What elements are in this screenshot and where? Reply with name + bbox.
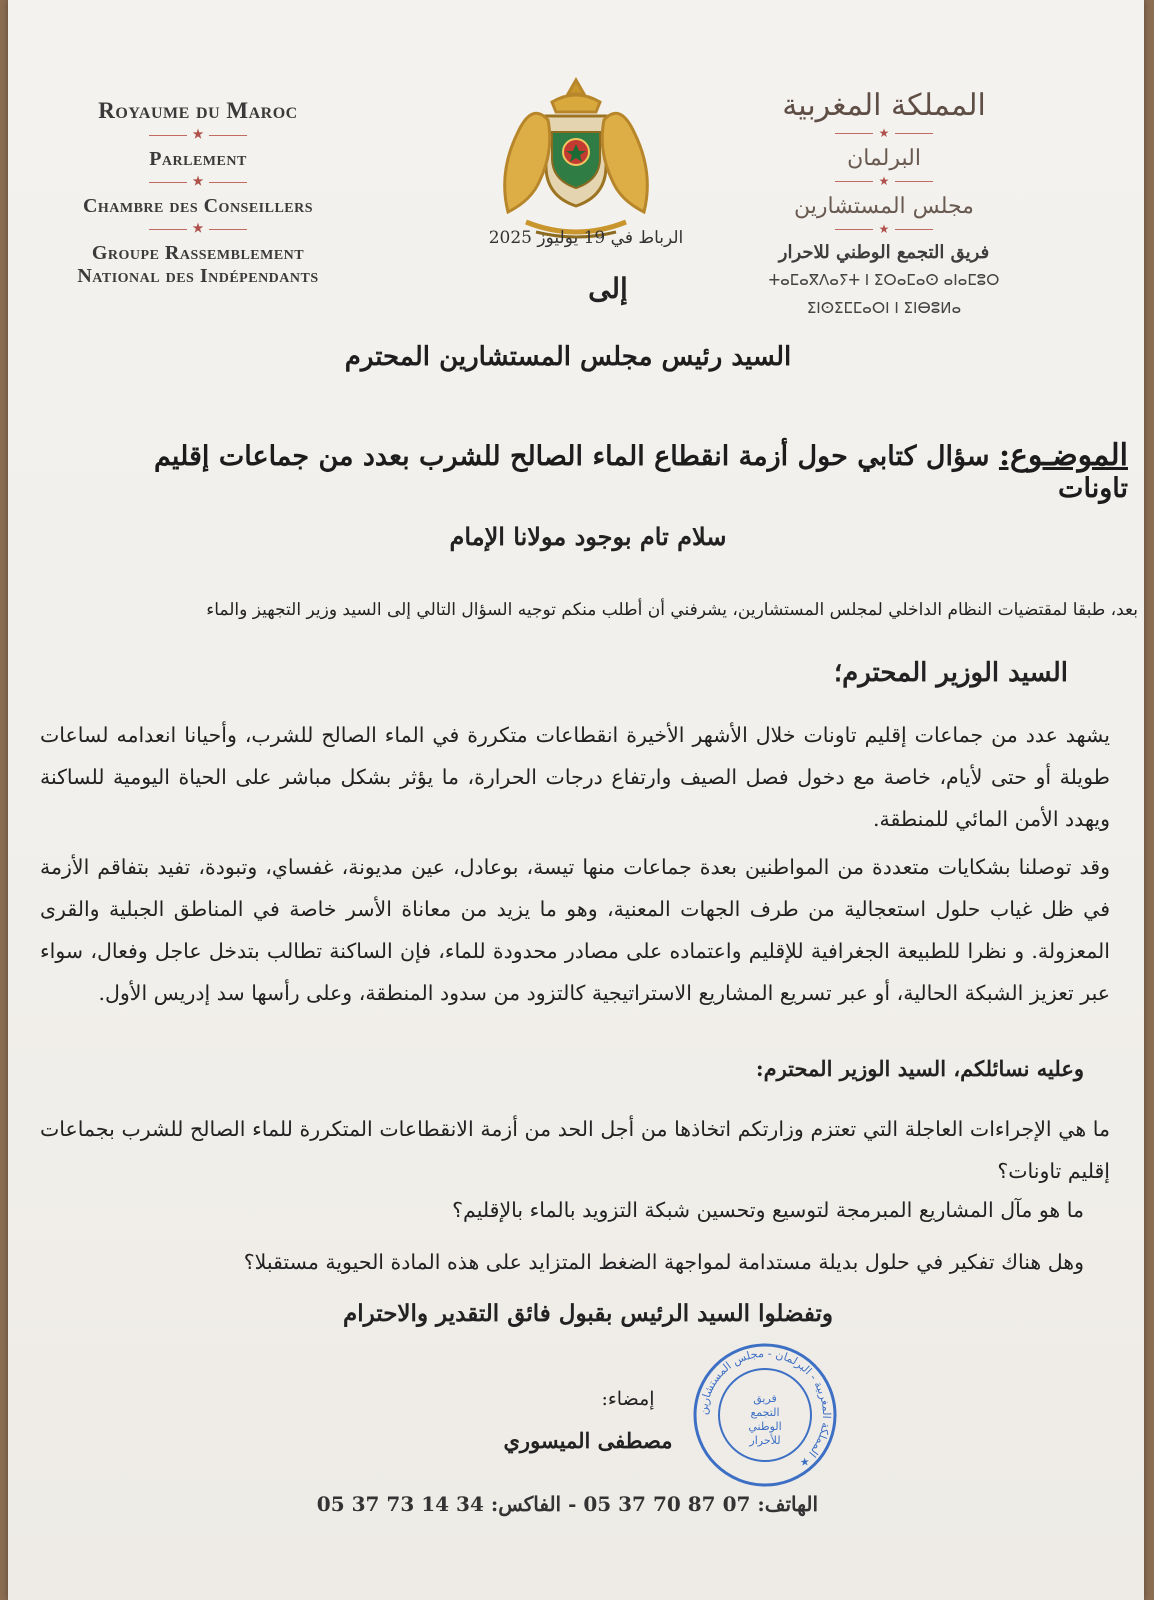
header-fr-group2: National des Indépendants [77,265,319,287]
header-tifinagh-1: ⵜⴰⵎⴰⴳⴷⴰⵢⵜ ⵏ ⵉⵔⴰⵎⴰⵙ ⴰⵏⴰⵎⵓⵔ [768,271,1000,289]
signature-name: مصطفى الميسوري [503,1428,673,1453]
subject-label: الموضـوع: [998,438,1128,473]
header-ar-kingdom: المملكة المغربية [782,88,986,123]
royal-emblem-icon [486,72,666,242]
letter-page [8,0,1144,1600]
footer-contact: الهاتف: 07 87 70 37 05 - الفاكس: 34 14 73 37 05 [316,1492,818,1516]
svg-text:فريق: فريق [753,1392,777,1405]
header-fr-chamber: Chambre des Conseillers [82,195,314,217]
minister-salutation: السيد الوزير المحترم؛ [833,658,1068,688]
letter-to: إلى [588,272,628,305]
question-1: ما هي الإجراءات العاجلة التي تعتزم وزارتكم اتخاذها من أجل الحد من أزمة الانقطاعات المتكررة للماء الصالح للشرب بجماعات إقليم تاونات؟ [40,1117,1110,1183]
official-stamp-icon [690,1340,840,1490]
header-arabic [734,88,1034,319]
question-3: وهل هناك تفكير في حلول بديلة مستدامة لمواجهة الضغط المتزايد على هذه المادة الحيوية مستقبلا؟ [243,1250,1084,1274]
letter-subject [98,438,1128,504]
star-separator: ★ [48,174,348,189]
header-ar-group: فريق التجمع الوطني للاحرار [778,242,990,263]
letter-intro: بعد، طبقا لمقتضيات النظام الداخلي لمجلس المستشارين، يشرفني أن أطلب منكم توجيه السؤال التالي إلى السيد وزير التجهيز والماء [206,600,1138,620]
letter-greeting: سلام تام بوجود مولانا الإمام [449,522,727,551]
header-french [48,98,348,288]
header-ar-chamber: مجلس المستشارين [794,194,974,219]
subject-text: سؤال كتابي حول أزمة انقطاع الماء الصالح للشرب بعدد من جماعات إقليم تاونات [153,441,1128,504]
svg-text:للأحرار: للأحرار [749,1434,781,1447]
signature-label: إمضاء: [601,1388,655,1410]
star-separator: ★ [734,126,1034,140]
letter-recipient: السيد رئيس مجلس المستشارين المحترم [344,342,792,372]
header-ar-parliament: البرلمان [847,146,921,171]
header-fr-parliament: Parlement [149,148,247,170]
star-separator: ★ [734,222,1034,236]
svg-text:التجمع: التجمع [750,1406,780,1419]
header-fr-kingdom: Royaume du Maroc [98,98,298,123]
svg-text:الوطني: الوطني [748,1420,782,1433]
header-tifinagh-2: ⵉⵏⵙⵉⵎⵎⴰⵔⵏ ⵏ ⵉⵏⴱⵓⵍⴰ [806,299,962,317]
paragraph-2: وقد توصلنا بشكايات متعددة من المواطنين بعدة جماعات منها تيسة، بوعادل، عين مديونة، غفساي، وتبودة، تفيد بتفاقم الأزمة في ظل غياب حلول استعجالية من طرف الجهات المعنية، وهو ما يزيد من معاناة الأسر خاصة في المناطق الجبلية والقرى المعزولة. و نظرا للطبيعة الجغرافية للإقليم واعتماده على مصادر محدودة للماء، فإن الساكنة تطالب بتدخل عاجل وفعال، سواء عبر تعزيز الشبكة الحالية، أو عبر تسريع المشاريع الاستراتيجية كالتزود من سدود المنطقة، وعلى رأسها سد إدريس الأول. [40,855,1110,1005]
star-separator: ★ [48,221,348,236]
paragraph-1: يشهد عدد من جماعات إقليم تاونات خلال الأشهر الأخيرة انقطاعات متكررة في الماء الصالح للشرب، وأحيانا انعدامه لساعات طويلة أو حتى لأيام، خاصة مع دخول فصل الصيف وارتفاع درجات الحرارة، ما يؤثر بشكل مباشر على الحياة اليومية للساكنة ويهدد الأمن المائي للمنطقة. [40,723,1110,831]
svg-text:المملكة المغربية - البرلمان -: المملكة المغربية - البرلمان - مجلس المستشارين ★ [696,1346,834,1471]
star-separator: ★ [48,127,348,142]
question-intro: وعليه نسائلكم، السيد الوزير المحترم: [755,1056,1084,1081]
letter-date: الرباط في 19 يوليوز 2025 [488,228,684,248]
star-separator: ★ [734,174,1034,188]
header-fr-group1: Groupe Rassemblement [91,242,305,264]
question-2: ما هو مآل المشاريع المبرمجة لتوسيع وتحسين شبكة التزويد بالماء بالإقليم؟ [452,1198,1084,1222]
letter-closing: وتفضلوا السيد الرئيس بقبول فائق التقدير والاحترام [342,1300,834,1327]
